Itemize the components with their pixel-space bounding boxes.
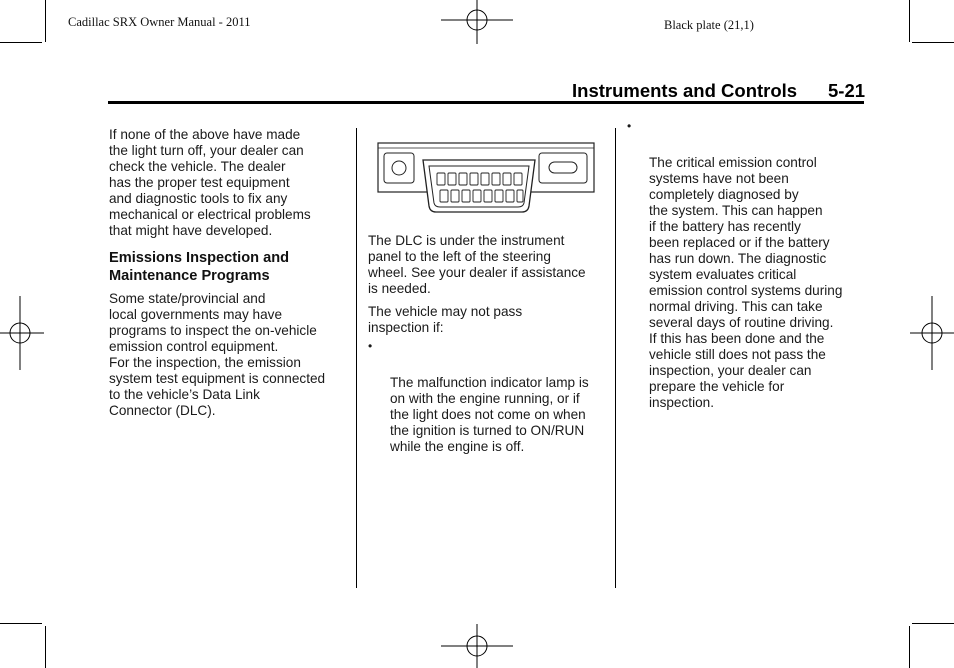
crop-mark: [45, 0, 46, 42]
list-item: [368, 339, 608, 455]
crop-mark: [912, 623, 954, 624]
dlc-connector-icon: [377, 140, 595, 223]
section-title: Instruments and Controls: [572, 80, 798, 101]
registration-mark-icon: [910, 296, 954, 370]
paragraph: If none of the above have made the light turn off, your dealer can check the vehicle. The dealer has the proper test equipment and diagnostic tools to fix any mechanical or electrical problems that might have developed.: [109, 127, 311, 238]
manual-title: Cadillac SRX Owner Manual - 2011: [68, 15, 251, 29]
plate-label: Black plate (21,1): [664, 18, 754, 32]
crop-mark: [912, 42, 954, 43]
registration-mark-icon: [441, 0, 513, 44]
paragraph: Some state/provincial and local governments may have programs to inspect the on-vehicle emission control equipment.: [109, 291, 317, 354]
crop-mark: [45, 626, 46, 668]
registration-mark-icon: [0, 296, 44, 370]
crop-mark: [0, 42, 42, 43]
bullet-icon: •: [368, 339, 373, 353]
paragraph: The DLC is under the instrument panel to the left of the steering wheel. See your dealer if assistance is needed.: [368, 233, 586, 296]
paragraph: The vehicle may not pass inspection if:: [368, 304, 523, 335]
crop-mark: [909, 626, 910, 668]
list-item: [627, 119, 867, 411]
crop-mark: [909, 0, 910, 42]
column-3: [627, 119, 867, 418]
column-divider: [356, 128, 357, 588]
list-item-text: The critical emission control systems have not been completely diagnosed by the system. This can happen if the battery has recently been replaced or if the battery has run down. The diagnostic system evaluates critical emission control systems during normal driving. This can take several days of routine driving. If this has been done and the vehicle still does not pass the inspection, your dealer can prepare the vehicle for inspection.: [649, 155, 843, 410]
column-1: [109, 127, 349, 426]
crop-mark: [0, 623, 42, 624]
section-heading: Emissions Inspection and Maintenance Programs: [109, 250, 290, 284]
paragraph: For the inspection, the emission system test equipment is connected to the vehicle’s Data Link Connector (DLC).: [109, 355, 326, 418]
header-rule: [108, 101, 864, 104]
column-2: [368, 233, 608, 462]
page-number: 5-21: [828, 80, 866, 101]
registration-mark-icon: [441, 624, 513, 668]
bullet-icon: •: [627, 119, 632, 133]
column-divider: [615, 128, 616, 588]
list-item-text: The malfunction indicator lamp is on with the engine running, or if the light does not come on when the ignition is turned to ON/RUN while the engine is off.: [390, 375, 589, 454]
